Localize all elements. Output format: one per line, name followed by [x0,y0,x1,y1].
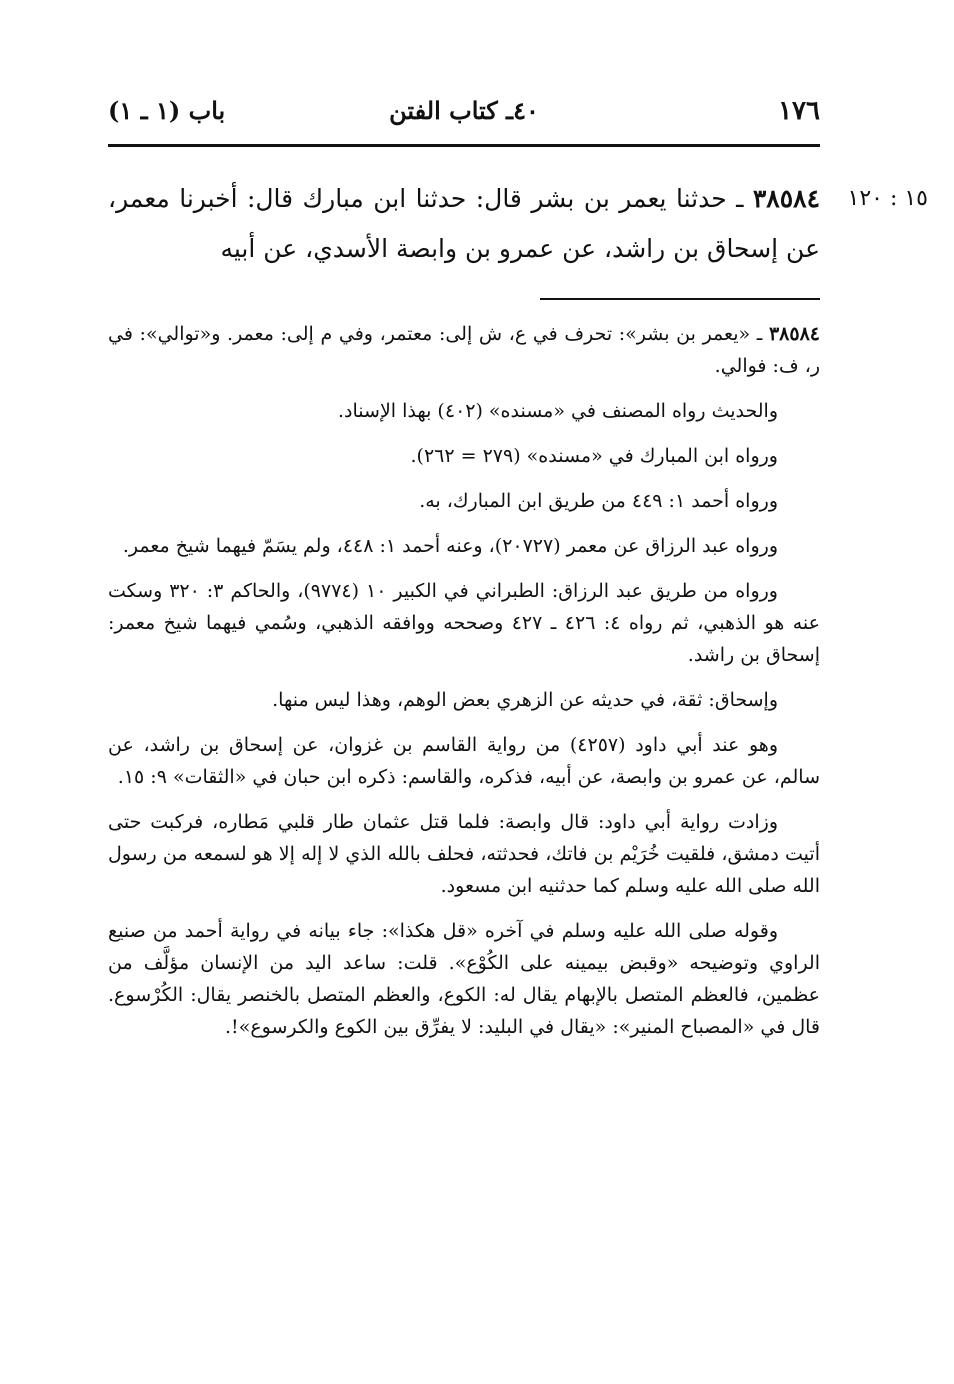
footnote-10: وقوله صلى الله عليه وسلم في آخره «قل هكذا»: جاء بيانه في رواية أحمد من صنيع الراوي وتوضيحه «وقبض بيمينه على الكُوْع». قلت: ساعد اليد من الإنسان مؤلَّف من عظمين، فالعظم المتصل بالإبهام يقال له: الكوع، والعظم المتصل بالخنصر يقال: الكُرْسوع. قال في «المصباح المنير»: «يقال في البليد: لا يفرِّق بين الكوع والكرسوع»!. [108,920,820,1038]
page-number: ١٧٦ [778,96,820,126]
footnote-4: ورواه أحمد ١: ٤٤٩ من طريق ابن المبارك، به. [419,490,778,512]
header-rule [108,144,820,147]
footnote-9: وزادت رواية أبي داود: قال وابصة: فلما قتل عثمان طار قلبي مَطاره، فركبت حتى أتيت دمشق، فلقيت خُرَيْم بن فاتك، فحدثته، فحلف بالله الذي لا إله إلا هو لسمعه من رسول الله صلى الله عليه وسلم كما حدثنيه ابن مسعود. [108,811,820,897]
footnote-5: ورواه عبد الرزاق عن معمر (٢٠٧٢٧)، وعنه أحمد ١: ٤٤٨، ولم يسَمّ فيهما شيخ معمر. [122,535,778,557]
footnote-7: وإسحاق: ثقة، في حديثه عن الزهري بعض الوهم، وهذا ليس منها. [272,689,778,711]
hadith-number: ٣٨٥٨٤ [752,184,820,213]
book-title: ٤٠ـ كتاب الفتن [389,96,539,125]
footnote-1-text: ـ «يعمر بن بشر»: تحرف في ع، ش إلى: معتمر، وفي م إلى: معمر. و«توالي»: في ر، ف: فوالي. [108,323,820,377]
hadith-body: ـ حدثنا يعمر بن بشر قال: حدثنا ابن مبارك قال: أخبرنا معمر، عن إسحاق بن راشد، عن عمرو بن وابصة الأسدي، عن أبيه [108,184,820,263]
page-header [108,96,820,136]
footnote-rule [540,298,820,300]
footnotes [108,318,820,1056]
chapter-label: باب (١ ـ ١) [108,96,226,125]
margin-reference: ١٥ : ١٢٠ [847,186,928,211]
footnote-1 [108,318,820,382]
footnote-2: والحديث رواه المصنف في «مسنده» (٤٠٢) بهذا الإسناد. [338,400,778,422]
footnote-number: ٣٨٥٨٤ [768,323,820,345]
footnote-8: وهو عند أبي داود (٤٢٥٧) من رواية القاسم بن غزوان، عن إسحاق بن راشد، عن سالم، عن عمرو بن وابصة، عن أبيه، فذكره، والقاسم: ذكره ابن حبان في «الثقات» ٩: ١٥. [108,734,820,788]
hadith-text [108,174,820,274]
footnote-6: ورواه من طريق عبد الرزاق: الطبراني في الكبير ١٠ (٩٧٧٤)، والحاكم ٣: ٣٢٠ وسكت عنه هو الذهبي، ثم رواه ٤: ٤٢٦ ـ ٤٢٧ وصححه ووافقه الذهبي، وسُمي فيهما شيخ معمر: إسحاق بن راشد. [108,580,820,666]
footnote-3: ورواه ابن المبارك في «مسنده» (٢٧٩ = ٢٦٢). [410,445,778,467]
